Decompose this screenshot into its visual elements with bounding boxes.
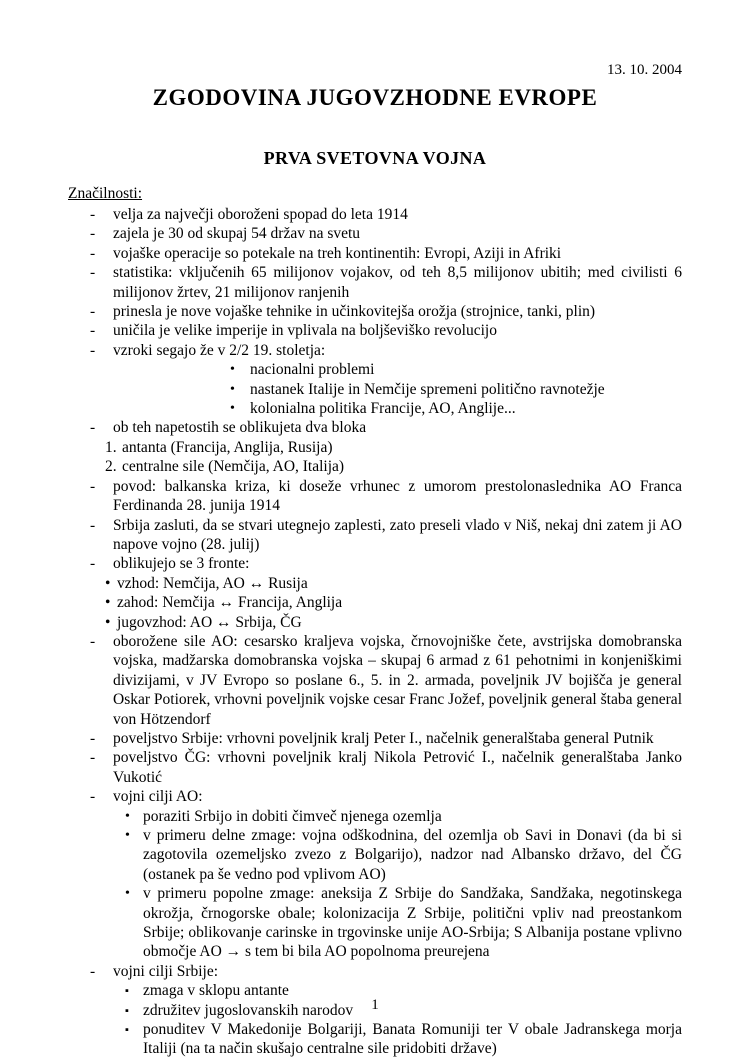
list-marker: • <box>105 574 111 592</box>
document-subtitle: PRVA SVETOVNA VOJNA <box>263 148 487 168</box>
list-text: povod: balkanska kriza, ki doseže vrhunec z umorom prestolonaslednika AO Franca Ferdinanda 28. junija 1914 <box>113 477 682 515</box>
list-text: kolonialna politika Francije, AO, Anglije... <box>250 400 516 418</box>
list-text: vzroki segajo že v 2/2 19. stoletja: <box>113 341 326 359</box>
list-item <box>68 341 682 360</box>
list-marker: - <box>90 632 96 650</box>
document-date: 13. 10. 2004 <box>607 62 682 78</box>
list-marker: - <box>90 206 96 223</box>
list-marker: ▪ <box>125 985 129 998</box>
list-item <box>68 574 682 593</box>
list-marker: 2. <box>105 458 117 476</box>
list-item <box>68 418 682 437</box>
list-item <box>68 244 682 263</box>
list-marker: 1. <box>105 438 117 456</box>
list-marker: - <box>90 264 96 282</box>
list-item <box>68 962 682 981</box>
list-text: v primeru delne zmage: vojna odškodnina, del ozemlja ob Savi in Donavi (da bi si zagotovila ozemeljsko zvezo z Bolgarijo), nadzor nad Albansko državo, del ČG (ostanek pa še vedno pod vplivom AO) <box>143 827 682 883</box>
list-text: uničila je velike imperije in vplivala na boljševiško revolucijo <box>113 322 497 340</box>
list-text: ob teh napetostih se oblikujeta dva bloka <box>113 419 367 437</box>
list-marker: - <box>90 516 96 534</box>
document-list <box>68 205 682 1059</box>
list-item <box>68 884 682 962</box>
list-item <box>68 205 682 224</box>
list-item <box>68 263 682 302</box>
list-marker: • <box>125 886 130 902</box>
list-item <box>68 360 682 379</box>
list-marker: • <box>230 381 235 397</box>
list-text: jugovzhod: AO ↔ Srbija, ČG <box>117 613 302 631</box>
list-item <box>68 632 682 729</box>
list-item <box>68 748 682 787</box>
list-text: oborožene sile AO: cesarsko kraljeva vojska, črnovojniške čete, avstrijska domobranska vojska, madžarska domobranska vojska – skupaj 6 armad z 61 pehotnimi in konjeniškimi divizijami, v JV Evropo so poslane 6., 5. in 2. armada, poveljnik JV bojišča je general Oskar Potiorek, vrhovni poveljnik vojske cesar Franc Jožef, poveljnik general štaba general von Hötzendorf <box>113 632 682 728</box>
list-marker: - <box>90 749 96 767</box>
list-text: zahod: Nemčija ↔ Francija, Anglija <box>117 594 343 612</box>
list-text: velja za največji oboroženi spopad do leta 1914 <box>113 206 408 223</box>
list-item <box>68 399 682 418</box>
list-marker: - <box>90 322 96 340</box>
list-text: centralne sile (Nemčija, AO, Italija) <box>122 458 345 476</box>
list-text: antanta (Francija, Anglija, Rusija) <box>122 438 333 456</box>
list-marker: • <box>125 828 130 843</box>
list-text: statistika: vključenih 65 milijonov vojakov, od teh 8,5 milijonov ubitih; med civilisti 6 milijonov žrtev, 21 milijonov ranjenih <box>113 264 682 301</box>
list-text: vojni cilji Srbije: <box>113 962 219 980</box>
list-marker: - <box>90 477 96 495</box>
list-marker: ▪ <box>125 1004 129 1017</box>
list-text: oblikujejo se 3 fronte: <box>113 555 250 573</box>
list-item <box>68 787 682 806</box>
list-item <box>68 438 682 457</box>
list-text: nastanek Italije in Nemčije spremeni politično ravnotežje <box>250 380 605 398</box>
list-marker: - <box>90 341 96 359</box>
list-text: ponuditev V Makedonije Bolgariji, Banata Romuniji ter V obale Jadranskega morja Italiji (na ta način skušajo centralne sile pridobiti države) <box>143 1021 682 1058</box>
list-item <box>68 380 682 399</box>
list-marker: • <box>105 594 111 612</box>
list-marker: - <box>90 225 96 243</box>
list-marker: - <box>90 555 96 573</box>
list-text: v primeru popolne zmage: aneksija Z Srbije do Sandžaka, Sandžaka, negotinskega okrožja, črnogorske obale; kolonizacija Z Srbije, politični vpliv nad preostankom Srbije; oblikovanje carinske in trgovinske unije AO-Srbija; S Albanija postane vplivno območje AO → s tem bi bila AO popolnoma preurejena <box>143 885 682 961</box>
list-item <box>68 477 682 516</box>
list-marker: - <box>90 419 96 437</box>
list-marker: ▪ <box>125 1024 129 1037</box>
list-text: vojni cilji AO: <box>113 788 203 806</box>
list-text: poraziti Srbijo in dobiti čimveč njenega ozemlja <box>143 807 442 825</box>
list-text: Srbija zasluti, da se stvari utegnejo zaplesti, zato preseli vlado v Niš, nekaj dni zatem ji AO napove vojno (28. julij) <box>113 516 682 553</box>
list-item <box>68 554 682 573</box>
list-marker: - <box>90 788 96 806</box>
page-number: 1 <box>371 997 379 1013</box>
list-text: prinesla je nove vojaške tehnike in učinkovitejša orožja (strojnice, tanki, plin) <box>113 303 596 321</box>
list-marker: - <box>90 962 96 980</box>
list-marker: • <box>230 362 235 378</box>
list-text: vojaške operacije so potekale na treh kontinentih: Evropi, Aziji in Afriki <box>113 244 562 262</box>
list-text: vzhod: Nemčija, AO ↔ Rusija <box>117 574 308 592</box>
list-text: poveljstvo Srbije: vrhovni poveljnik kralj Peter I., načelnik generalštaba general Putnik <box>113 729 654 747</box>
list-marker: - <box>90 729 96 747</box>
list-item <box>68 1020 682 1059</box>
list-text: poveljstvo ČG: vrhovni poveljnik kralj Nikola Petrović I., načelnik generalštaba Janko Vukotić <box>113 749 682 786</box>
list-marker: - <box>90 244 96 262</box>
list-item <box>68 729 682 748</box>
list-item <box>68 613 682 632</box>
list-marker: - <box>90 303 96 321</box>
list-item <box>68 321 682 340</box>
list-text: zajela je 30 od skupaj 54 držav na svetu <box>113 225 361 243</box>
list-marker: • <box>125 808 130 824</box>
list-item <box>68 302 682 321</box>
list-item <box>68 516 682 555</box>
list-text: nacionalni problemi <box>250 361 375 379</box>
list-item <box>68 593 682 612</box>
list-item <box>68 224 682 243</box>
list-text: zmaga v sklopu antante <box>143 982 289 1000</box>
list-marker: • <box>230 401 235 417</box>
list-item <box>68 807 682 826</box>
list-item <box>68 457 682 476</box>
section-heading: Značilnosti: <box>68 185 143 202</box>
document-title: ZGODOVINA JUGOVZHODNE EVROPE <box>152 85 598 110</box>
list-item <box>68 826 682 884</box>
list-text: združitev jugoslovanskih narodov <box>143 1001 354 1019</box>
list-marker: • <box>105 613 111 631</box>
